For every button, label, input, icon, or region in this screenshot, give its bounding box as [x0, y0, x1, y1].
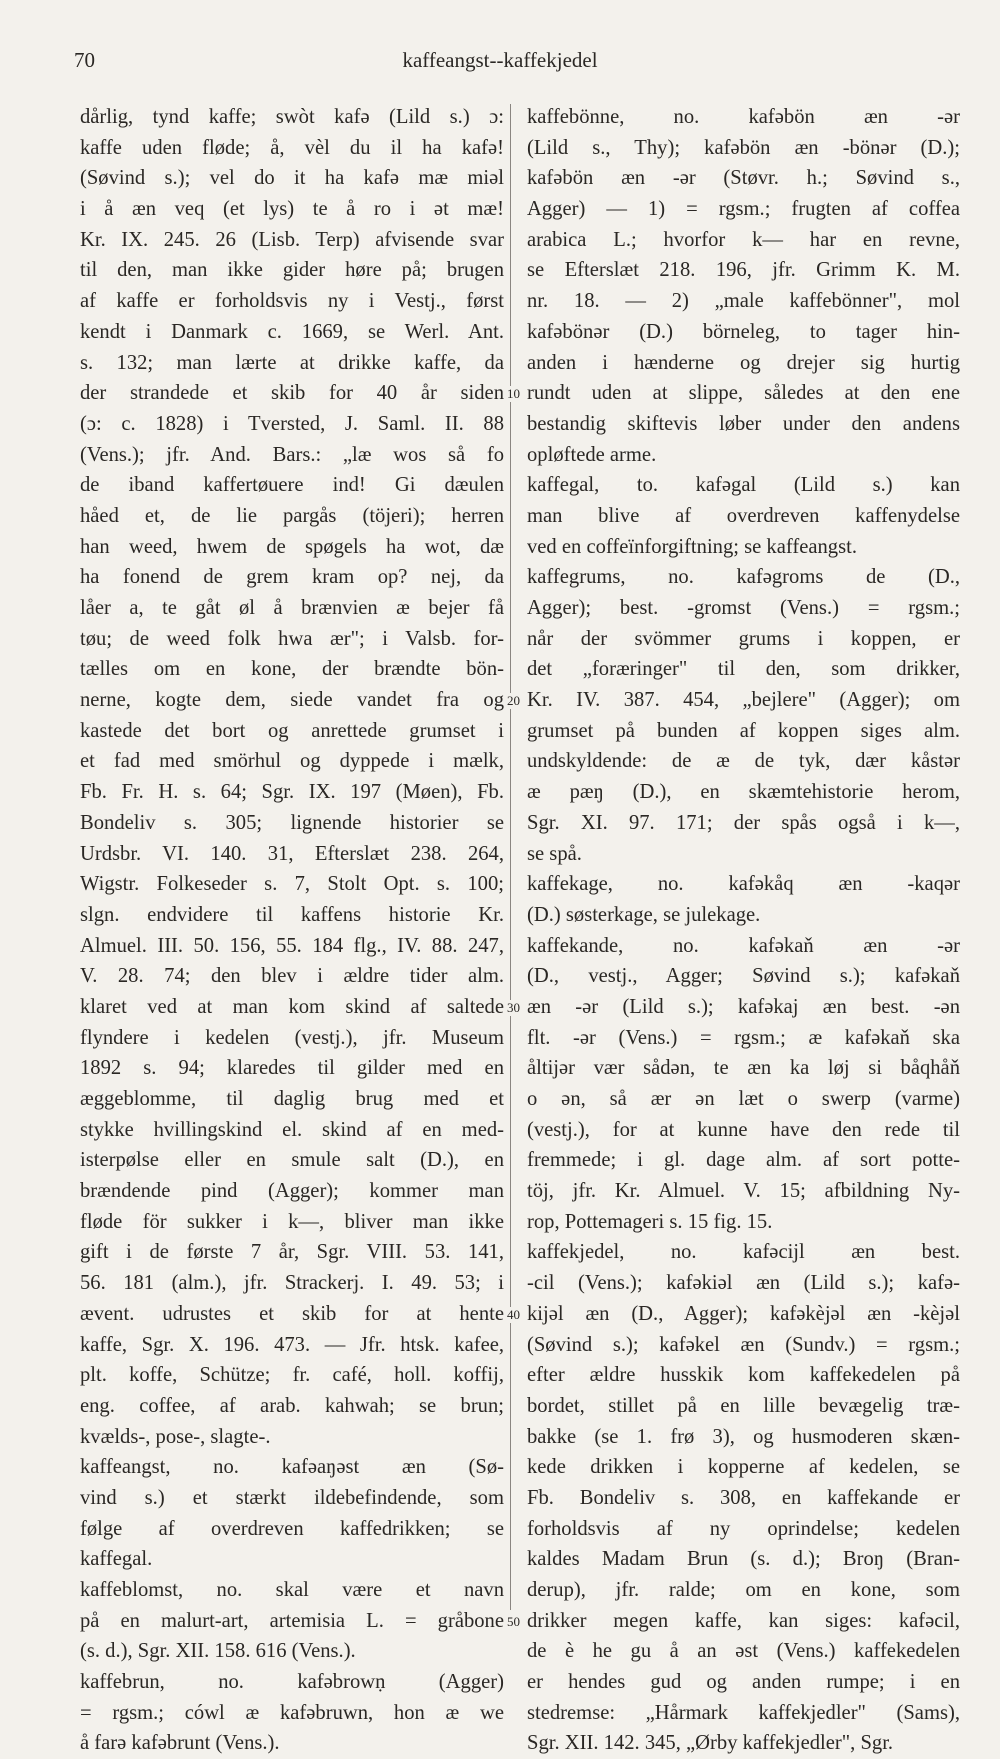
text-line: kijəl æn (D., Agger); kafəkèjəl æn -kèjəl: [527, 1302, 960, 1325]
text-line: Sgr. XII. 142. 345, „Ørby kaffekjedler", Sgr.: [527, 1732, 894, 1755]
text-line: = rgsm.; cówl æ kafəbruwn, hon æ we: [80, 1701, 504, 1724]
line-marker: 40: [507, 1307, 520, 1323]
page-number: 70: [74, 48, 95, 72]
text-line: kaffe, Sgr. X. 196. 473. — Jfr. htsk. kafee,: [80, 1333, 504, 1356]
text-line: rop, Pottemageri s. 15 fig. 15.: [527, 1210, 773, 1233]
text-line: låer a, te gåt øl å brænvien æ bejer få: [80, 597, 504, 619]
text-line: kaffegrums, no. kafəgroms de (D.,: [527, 566, 960, 589]
text-line: 56. 181 (alm.), jfr. Strackerj. I. 49. 53; i: [80, 1272, 504, 1295]
text-line: Fb. Bondeliv s. 308, en kaffekande er: [527, 1486, 960, 1509]
text-line: (Lild s., Thy); kafəbön æn -bönər (D.);: [527, 136, 960, 159]
text-line: anden i hænderne og drejer sig hurtig: [527, 351, 960, 374]
text-line: kaffe uden fløde; å, vèl du il ha kafə!: [80, 136, 504, 159]
text-line: et fad med smörhul og dyppede i mælk,: [80, 750, 504, 773]
text-line: stedremse: „Hårmark kaffekjedler" (Sams),: [527, 1701, 960, 1724]
text-line: Urdsbr. VI. 140. 31, Efterslæt 238. 264,: [80, 842, 504, 865]
text-line: kaffebönne, no. kafəbön æn -ər: [527, 106, 960, 128]
text-line: (s. d.), Sgr. XII. 158. 616 (Vens.).: [80, 1640, 356, 1663]
text-line: å farə kafəbrunt (Vens.).: [80, 1732, 280, 1755]
line-marker: 50: [507, 1614, 520, 1630]
text-line: kaffebrun, no. kafəbrowṇ (Agger): [80, 1671, 504, 1694]
running-title: kaffeangst--kaffekjedel: [402, 48, 598, 72]
text-line: se spå.: [527, 842, 582, 865]
text-line: (D.) søsterkage, se julekage.: [527, 903, 761, 926]
left-column: [80, 102, 504, 1759]
text-line: töj, jfr. Kr. Almuel. V. 15; afbildning Ny-: [527, 1180, 960, 1203]
text-line: i å æn veq (et lys) te å ro i ət mæ!: [80, 198, 504, 221]
text-line: opløftede arme.: [527, 443, 657, 466]
text-line: (Vens.); jfr. And. Bars.: „læ wos så fo: [80, 443, 504, 466]
text-line: man blive af overdreven kaffenydelse: [527, 504, 960, 527]
line-marker: 20: [507, 693, 520, 709]
text-line: kaffekande, no. kafəkaň æn -ər: [527, 934, 960, 957]
text-line: kede drikken i kopperne af kedelen, se: [527, 1456, 960, 1479]
text-line: Bondeliv s. 305; lignende historier se: [80, 811, 504, 834]
text-line: følge af overdreven kaffedrikken; se: [80, 1517, 504, 1540]
text-line: (D., vestj., Agger; Søvind s.); kafəkaň: [527, 965, 960, 988]
text-line: o ən, så ær ən læt o swerp (varme): [527, 1088, 960, 1110]
text-line: kaffegal, to. kafəgal (Lild s.) kan: [527, 474, 960, 497]
text-line: grumset på bunden af koppen siges alm.: [527, 719, 960, 742]
text-line: åltijər vær sådən, te æn ka løj si båqhåň: [527, 1057, 960, 1080]
text-line: æggeblomme, til daglig brug med et: [80, 1088, 504, 1110]
text-line: s. 132; man lærte at drikke kaffe, da: [80, 351, 504, 374]
text-line: slgn. endvidere til kaffens historie Kr.: [80, 903, 504, 926]
text-line: kastede det bort og anrettede grumset i: [80, 719, 504, 742]
text-line: kaffekjedel, no. kafəcijl æn best.: [527, 1241, 960, 1264]
text-line: arabica L.; hvorfor k— har en revne,: [527, 228, 960, 251]
text-line: er hendes gud og anden rumpe; i en: [527, 1671, 960, 1694]
text-line: æ pæŋ (D.), en skæmtehistorie herom,: [527, 781, 960, 804]
text-line: Agger) — 1) = rgsm.; frugten af coffea: [527, 198, 960, 221]
text-line: ha fonend de grem kram op? nej, da: [80, 566, 504, 589]
text-line: (Søvind s.); vel do it ha kafə mæ miəl: [80, 167, 504, 190]
text-line: Almuel. III. 50. 156, 55. 184 flg., IV. 88. 247,: [80, 934, 504, 957]
text-line: de è he gu å an əst (Vens.) kaffekedelen: [527, 1640, 960, 1663]
line-marker: 30: [507, 1000, 520, 1016]
text-line: vind s.) et stærkt ildebefindende, som: [80, 1486, 504, 1509]
text-line: kafəbönər (D.) börneleg, to tager hin-: [527, 320, 960, 343]
text-line: kaffeangst, no. kafəaŋəst æn (Sø-: [80, 1456, 504, 1479]
text-line: stykke hvillingskind el. skind af en med-: [80, 1118, 504, 1141]
text-line: dårlig, tynd kaffe; swòt kafə (Lild s.) ɔ:: [80, 106, 504, 128]
text-line: bordet, stillet på en lille bevægelig træ-: [527, 1394, 960, 1417]
text-line: nr. 18. — 2) „male kaffebönner", mol: [527, 290, 960, 313]
text-line: der strandede et skib for 40 år siden: [80, 382, 504, 405]
text-line: tøu; de weed folk hwa ær"; i Valsb. for-: [80, 627, 504, 650]
text-line: kaffekage, no. kafəkåq æn -kaqər: [527, 873, 960, 896]
text-line: bakke (se 1. frø 3), og husmoderen skæn-: [527, 1425, 960, 1448]
text-line: ævent. udrustes et skib for at hente: [80, 1302, 504, 1325]
text-line: det „foræringer" til den, som drikker,: [527, 658, 960, 681]
text-line: Kr. IV. 387. 454, „bejlere" (Agger); om: [527, 689, 960, 712]
text-line: Fb. Fr. H. s. 64; Sgr. IX. 197 (Møen), Fb.: [80, 781, 504, 804]
text-line: (Søvind s.); kafəkel æn (Sundv.) = rgsm.;: [527, 1333, 960, 1356]
text-line: ved en coffeïnforgiftning; se kaffeangst.: [527, 535, 857, 558]
text-line: drikker megen kaffe, kan siges: kafəcil,: [527, 1609, 960, 1632]
text-line: kafəbön æn -ər (Støvr. h.; Søvind s.,: [527, 167, 960, 190]
text-line: til den, man ikke gider høre på; brugen: [80, 259, 504, 282]
text-line: bestandig skiftevis løber under den andens: [527, 412, 960, 435]
text-line: tælles om en kone, der brændte bön-: [80, 658, 504, 681]
text-line: 1892 s. 94; klaredes til gilder med en: [80, 1057, 504, 1080]
text-line: (ɔ: c. 1828) i Tversted, J. Saml. II. 88: [80, 412, 504, 435]
text-line: Wigstr. Folkeseder s. 7, Stolt Opt. s. 100;: [80, 873, 504, 896]
text-line: håed et, de lie pargås (töjeri); herren: [80, 504, 504, 527]
text-line: undskyldende: de æ de tyk, dær kåstər: [527, 750, 960, 773]
text-line: plt. koffe, Schütze; fr. café, holl. koffij,: [80, 1364, 504, 1387]
text-line: fremmede; i gl. dage alm. af sort potte-: [527, 1149, 960, 1172]
text-line: af kaffe er forholdsvis ny i Vestj., først: [80, 290, 504, 313]
text-line: kaffeblomst, no. skal være et navn: [80, 1579, 504, 1601]
text-line: Agger); best. -gromst (Vens.) = rgsm.;: [527, 597, 960, 619]
text-line: derup), jfr. ralde; om en kone, som: [527, 1579, 960, 1601]
text-line: Sgr. XI. 97. 171; der spås også i k—,: [527, 811, 960, 834]
text-line: rundt uden at slippe, således at den ene: [527, 382, 960, 405]
text-line: V. 28. 74; den blev i ældre tider alm.: [80, 965, 504, 988]
text-line: Kr. IX. 245. 26 (Lisb. Terp) afvisende svar: [80, 228, 504, 251]
column-divider: [510, 104, 511, 1610]
text-line: fløde för sukker i k—, bliver man ikke: [80, 1210, 504, 1233]
text-line: eng. coffee, af arab. kahwah; se brun;: [80, 1394, 504, 1417]
right-column: [527, 102, 960, 1759]
text-line: de iband kaffertøuere ind! Gi dæulen: [80, 474, 504, 497]
text-line: flyndere i kedelen (vestj.), jfr. Museum: [80, 1026, 504, 1049]
text-line: nerne, kogte dem, siede vandet fra og: [80, 689, 504, 712]
text-line: gift i de første 7 år, Sgr. VIII. 53. 141,: [80, 1241, 504, 1264]
text-line: -cil (Vens.); kafəkiəl æn (Lild s.); kafə-: [527, 1272, 960, 1295]
text-line: efter ældre husskik kom kaffekedelen på: [527, 1364, 960, 1387]
text-line: isterpølse eller en smule salt (D.), en: [80, 1149, 504, 1172]
text-line: kvælds-, pose-, slagte-.: [80, 1425, 271, 1448]
text-line: kaldes Madam Brun (s. d.); Broŋ (Bran-: [527, 1548, 960, 1571]
text-line: se Efterslæt 218. 196, jfr. Grimm K. M.: [527, 259, 960, 282]
text-line: (vestj.), for at kunne have den rede til: [527, 1118, 960, 1141]
text-line: kendt i Danmark c. 1669, se Werl. Ant.: [80, 320, 504, 343]
text-line: forholdsvis af ny oprindelse; kedelen: [527, 1517, 960, 1540]
text-line: klaret ved at man kom skind af saltede: [80, 995, 504, 1018]
text-line: flt. -ər (Vens.) = rgsm.; æ kafəkaň ska: [527, 1026, 960, 1049]
text-line: han weed, hwem de spøgels ha wot, dæ: [80, 535, 504, 558]
text-line: kaffegal.: [80, 1548, 153, 1571]
text-line: æn -ər (Lild s.); kafəkaj æn best. -ən: [527, 995, 960, 1018]
line-marker: 10: [507, 386, 520, 402]
text-line: når der svömmer grums i koppen, er: [527, 627, 960, 650]
text-line: på en malurt-art, artemisia L. = gråbone: [80, 1609, 504, 1632]
text-line: brændende pind (Agger); kommer man: [80, 1180, 504, 1203]
